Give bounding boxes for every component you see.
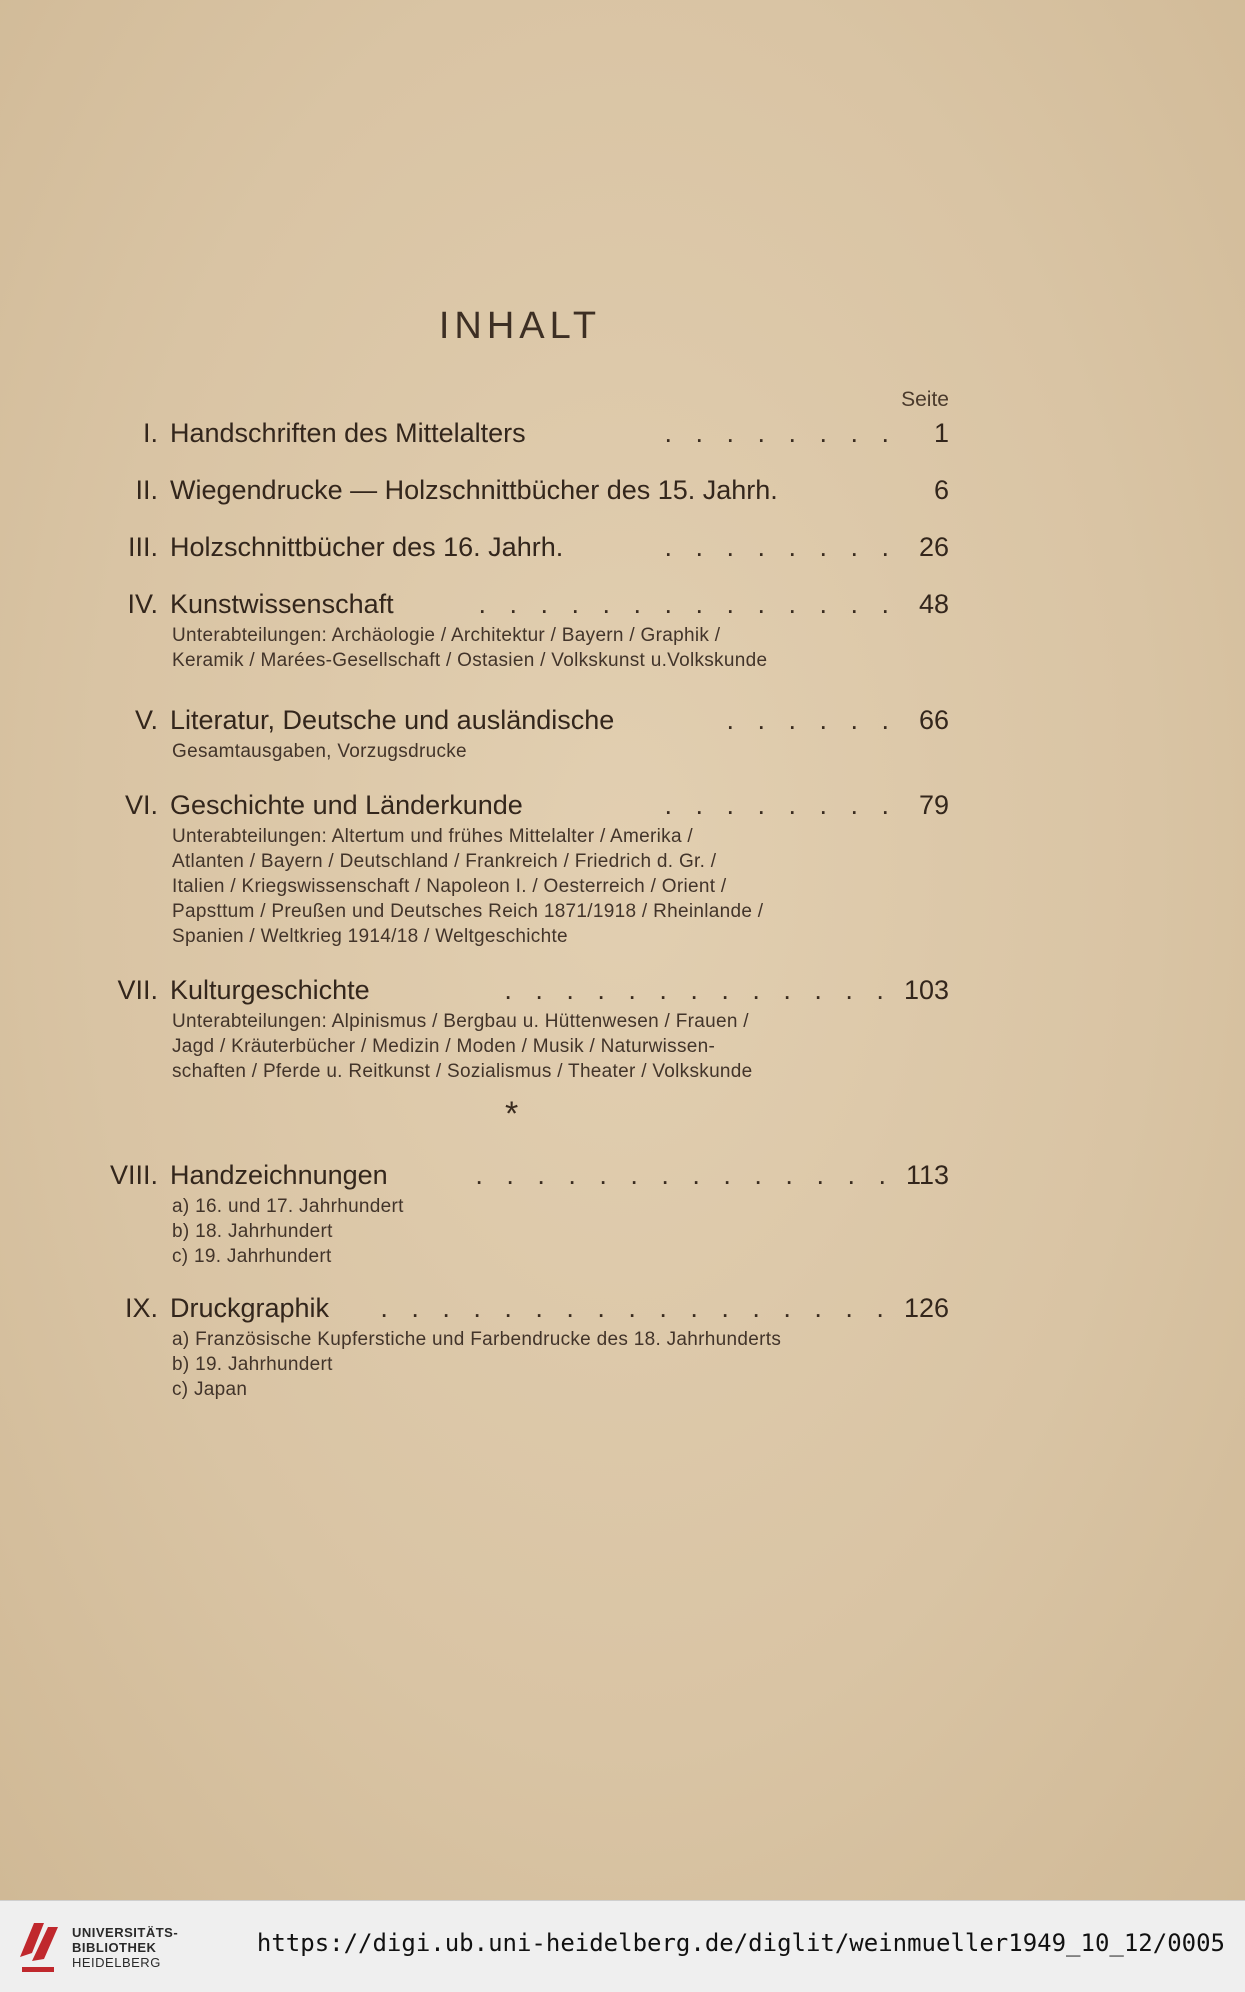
viewer-footer: [0, 1900, 1245, 1992]
toc-entry-number: V.: [134, 705, 158, 735]
toc-entry-row: [0, 418, 1245, 452]
toc-entry: [0, 790, 1245, 949]
toc-entry: [0, 1160, 1245, 1269]
toc-page-number: 66: [918, 705, 949, 735]
toc-leader-dots: . . . . . . . . . . . . . .: [478, 589, 897, 619]
toc-entry-row: [0, 790, 1245, 824]
toc-leader-dots: . . . . . . . . . . . . .: [504, 975, 892, 1005]
toc-entry-subsections: [172, 824, 882, 949]
toc-entry-heading: [170, 589, 949, 620]
toc-entry: [0, 1293, 1245, 1402]
section-separator: *: [505, 1095, 519, 1133]
toc-leader-dots: . . . . . . . .: [664, 532, 897, 562]
toc-entry-title: Literatur, Deutsche und ausländische: [170, 705, 615, 735]
toc-entry-number: VIII.: [109, 1160, 158, 1190]
toc-entry-row: [0, 589, 1245, 623]
toc-leader-dots: . . . . . . . . . . . . . .: [475, 1160, 894, 1190]
page-title: INHALT: [438, 305, 602, 347]
toc-entry-subsections: [172, 623, 882, 673]
toc-entry: [0, 532, 1245, 566]
library-name[interactable]: [72, 1925, 178, 1970]
toc-subsection-line: Gesamtausgaben, Vorzugsdrucke: [172, 741, 467, 762]
toc-subsection-line: Italien / Kriegswissenschaft / Napoleon I. / Oesterreich / Orient /: [172, 876, 727, 897]
toc-entry-heading: [170, 1160, 949, 1191]
toc-leader-dots: . . . . . .: [726, 705, 897, 735]
toc-entry-title: Geschichte und Länderkunde: [170, 790, 523, 820]
toc-page-number: 103: [903, 975, 949, 1005]
toc-entry-title: Handschriften des Mittelalters: [170, 418, 526, 448]
toc-entry-number: IX.: [124, 1293, 158, 1323]
toc-subsection-line: c) 19. Jahrhundert: [172, 1246, 332, 1267]
toc-entry-heading: [170, 418, 949, 449]
toc-page-number: 79: [918, 790, 949, 820]
library-name-line: UNIVERSITÄTS-: [72, 1925, 179, 1940]
toc-subsection-line: c) Japan: [172, 1379, 248, 1400]
toc-entry-number: I.: [142, 418, 158, 448]
toc-entry: [0, 475, 1245, 509]
toc-subsection-line: Spanien / Weltkrieg 1914/18 / Weltgeschichte: [172, 926, 568, 947]
toc-entry-heading: [170, 1293, 949, 1324]
toc-leader-dots: . . . . . . . .: [664, 418, 897, 448]
toc-entry-heading: [170, 790, 949, 821]
toc-entry: [0, 975, 1245, 1084]
toc-leader-dots: . . . . . . . .: [664, 790, 897, 820]
library-name-line: HEIDELBERG: [72, 1955, 161, 1970]
toc-entry-heading: [170, 705, 949, 736]
library-name-line: BIBLIOTHEK: [72, 1940, 157, 1955]
toc-page-number: 6: [933, 475, 949, 505]
toc-entry-row: [0, 1293, 1245, 1327]
toc-entry-number: III.: [127, 532, 158, 562]
toc-subsection-line: Unterabteilungen: Alpinismus / Bergbau u. Hüttenwesen / Frauen /: [172, 1011, 749, 1032]
toc-subsection-line: Unterabteilungen: Archäologie / Architektur / Bayern / Graphik /: [172, 625, 721, 646]
toc-entry-number: VII.: [117, 975, 158, 1005]
toc-entry: [0, 418, 1245, 452]
toc-entry-row: [0, 1160, 1245, 1194]
toc-entry-title: Kunstwissenschaft: [170, 589, 394, 619]
toc-entry-heading: [170, 532, 949, 563]
toc-subsection-line: Unterabteilungen: Altertum und frühes Mittelalter / Amerika /: [172, 826, 693, 847]
toc-entry-heading: [170, 475, 949, 506]
toc-entry-number: II.: [135, 475, 158, 505]
toc-entry-heading: [170, 975, 949, 1006]
toc-entry-subsections: [172, 1194, 882, 1269]
toc-page-number: 1: [933, 418, 949, 448]
toc-entry-row: [0, 532, 1245, 566]
toc-entry-title: Handzeichnungen: [170, 1160, 388, 1190]
toc-subsection-line: Atlanten / Bayern / Deutschland / Frankreich / Friedrich d. Gr. /: [172, 851, 717, 872]
toc-subsection-line: Keramik / Marées-Gesellschaft / Ostasien / Volkskunst u.Volkskunde: [172, 650, 768, 671]
toc-subsection-line: Papsttum / Preußen und Deutsches Reich 1871/1918 / Rheinlande /: [172, 901, 764, 922]
page-column-label: Seite: [901, 388, 949, 411]
toc-subsection-line: a) 16. und 17. Jahrhundert: [172, 1196, 404, 1217]
toc-page-number: 26: [918, 532, 949, 562]
toc-entry: [0, 589, 1245, 673]
permalink-url[interactable]: https://digi.ub.uni-heidelberg.de/diglit/weinmueller1949_10_12/0005: [256, 1929, 1225, 1957]
toc-entry-title: Druckgraphik: [170, 1293, 330, 1323]
toc-entry-row: [0, 975, 1245, 1009]
toc-subsection-line: b) 19. Jahrhundert: [172, 1354, 333, 1375]
toc-subsection-line: schaften / Pferde u. Reitkunst / Sozialismus / Theater / Volkskunde: [172, 1061, 753, 1082]
toc-subsection-line: b) 18. Jahrhundert: [172, 1221, 333, 1242]
toc-entry-number: IV.: [127, 589, 158, 619]
toc-leader-dots: . . . . . . . . . . . . . . . . .: [380, 1293, 892, 1323]
toc-entry-title: Wiegendrucke — Holzschnittbücher des 15. Jahrh.: [170, 475, 778, 505]
toc-page-number: 113: [905, 1160, 949, 1190]
toc-page-number: 126: [903, 1293, 949, 1323]
ub-heidelberg-logo-icon[interactable]: [14, 1917, 66, 1977]
toc-entry-subsections: [172, 739, 882, 764]
toc-page-number: 48: [918, 589, 949, 619]
toc-entry-number: VI.: [124, 790, 158, 820]
toc-subsection-line: a) Französische Kupferstiche und Farbendrucke des 18. Jahrhunderts: [172, 1329, 782, 1350]
toc-entry: [0, 705, 1245, 764]
toc-subsection-line: Jagd / Kräuterbücher / Medizin / Moden / Musik / Naturwissen-: [172, 1036, 716, 1057]
toc-entry-subsections: [172, 1009, 882, 1084]
toc-entry-row: [0, 705, 1245, 739]
toc-entry-row: [0, 475, 1245, 509]
toc-entry-title: Kulturgeschichte: [170, 975, 370, 1005]
toc-entry-subsections: [172, 1327, 882, 1402]
toc-entry-title: Holzschnittbücher des 16. Jahrh.: [170, 532, 564, 562]
